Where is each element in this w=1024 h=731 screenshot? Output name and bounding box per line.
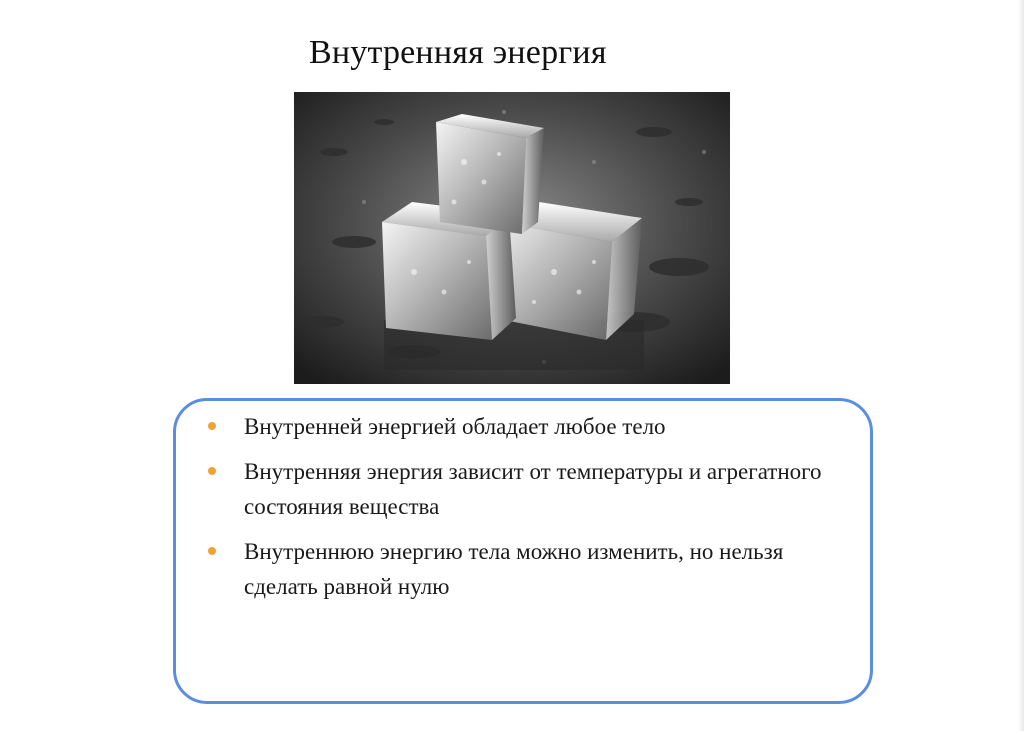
- bullet-item: [202, 409, 842, 444]
- slide-title: Внутренняя энергия: [309, 34, 607, 71]
- bullet-text: Внутреннюю энергию тела можно изменить, но нельзя сделать равной нулю: [244, 539, 784, 599]
- bullet-dot-icon: [208, 467, 216, 475]
- bullet-item: [202, 454, 842, 524]
- bullet-dot-icon: [208, 422, 216, 430]
- bullet-item: [202, 534, 842, 604]
- bullet-textbox: [173, 398, 873, 704]
- bullet-text: Внутренняя энергия зависит от температуры и агрегатного состояния вещества: [244, 459, 822, 519]
- bullet-list: [202, 409, 842, 614]
- bullet-dot-icon: [208, 547, 216, 555]
- ice-cubes-photo: [294, 92, 730, 384]
- slide-edge-shadow: [1018, 0, 1024, 731]
- bullet-text: Внутренней энергией обладает любое тело: [244, 414, 666, 439]
